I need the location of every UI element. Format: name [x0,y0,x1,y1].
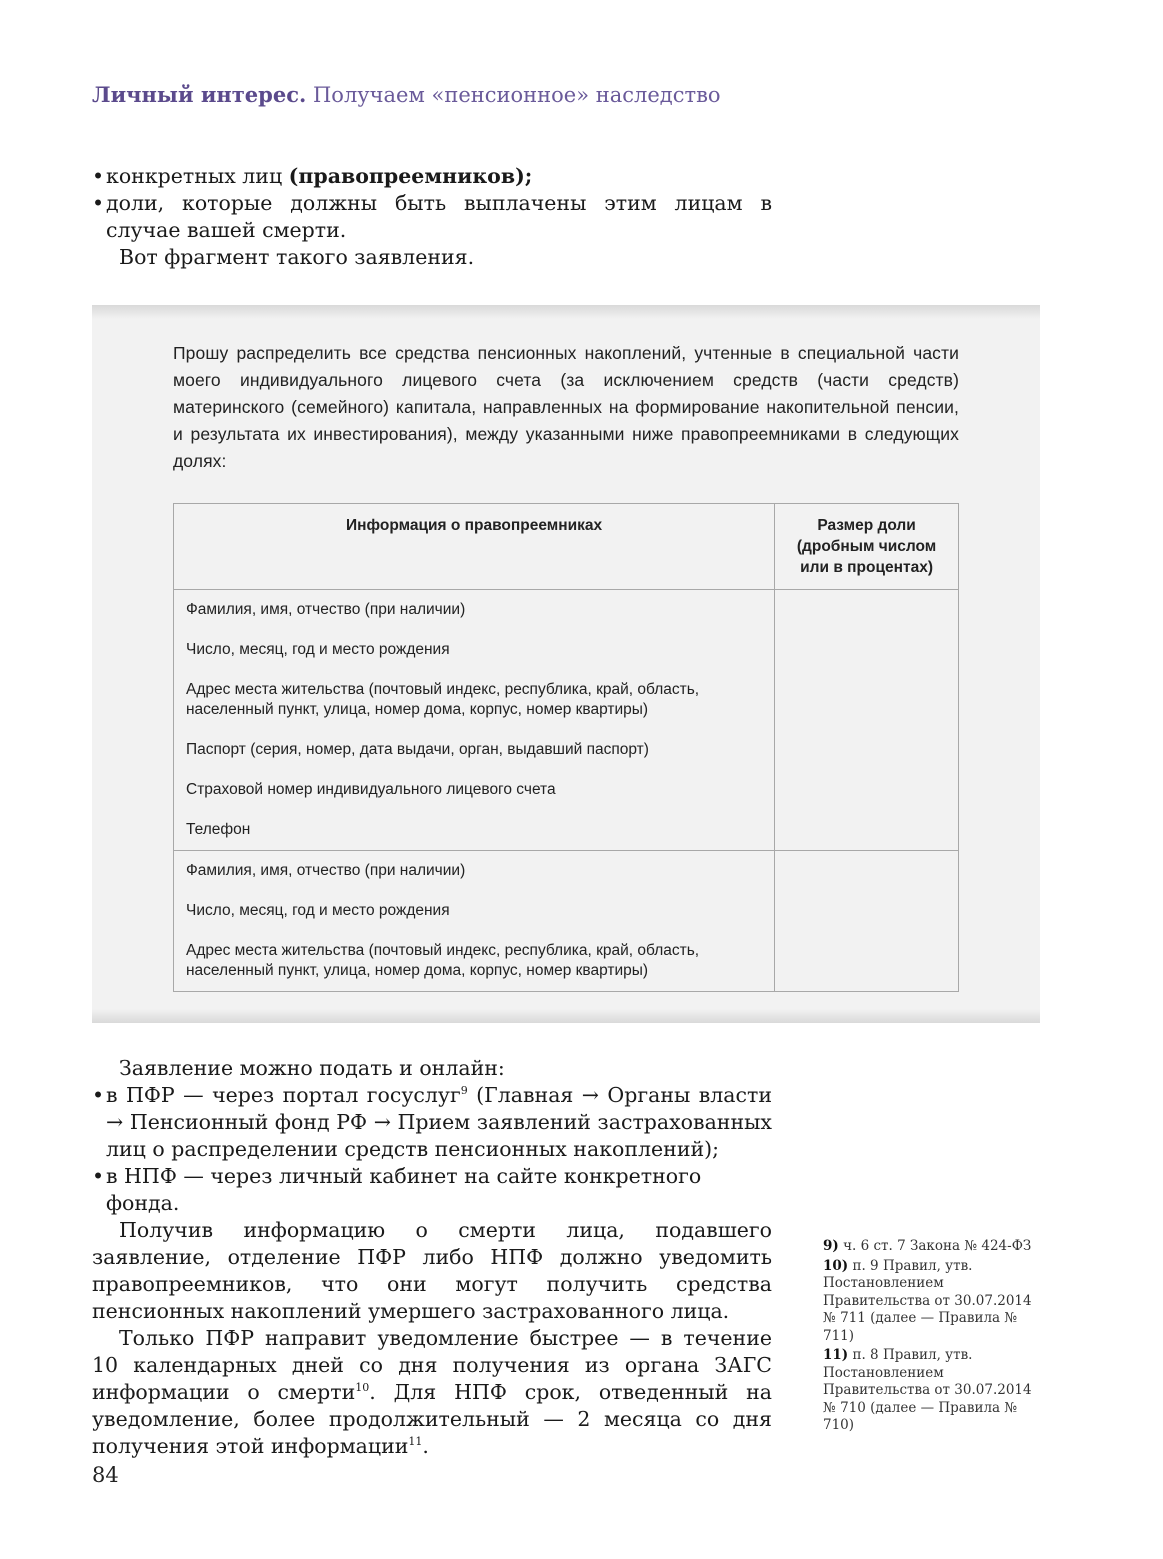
share-cell [775,590,959,851]
header-title: Личный интерес. [92,82,307,107]
table-row [174,851,959,992]
paragraph: Только ПФР направит уведомление быстрее — в течение 10 календарных дней со дня получения из органа ЗАГС информации о смерти$^{10}$. Для НПФ срок, отведенный на уведомление, более продолжительный — 2 месяца со дня получения этой информации$^{11}$. [92,1326,772,1458]
intro-text [92,163,772,271]
col-header-info: Информация о правопреемниках [174,504,775,590]
footnote-ref: 9 [460,1084,468,1098]
share-cell [775,851,959,992]
footnote: 11) п. 8 Правил, утв. Постановлением Правительства от 30.07.2014 № 710 (далее — Правила № 710) [823,1347,1032,1433]
field-label: Адрес места жительства (почтовый индекс, республика, край, область, населенный пункт, улица, номер дома, корпус, номер квартиры) [186,942,700,979]
field-label: Число, месяц, год и место рождения [186,902,450,919]
table-row [174,590,959,851]
table-header-row [174,504,959,590]
footnote-ref: 10 [355,1381,370,1395]
field-label: Фамилия, имя, отчество (при наличии) [186,862,466,879]
list-item: • в НПФ — через личный кабинет на сайте конкретного фонда. [92,1163,772,1217]
list-item: • в ПФР — через портал госуслуг$^9$ (Главная → Органы власти → Пенсионный фонд РФ → Прием заявлений застрахованных лиц о распределении средств пенсионных накоплений); [92,1082,772,1163]
paragraph: Получив информацию о смерти лица, подавшего заявление, отделение ПФР либо НПФ должно уведомить правопреемников, что они могут получить средства пенсионных накоплений умершего застрахованного лица. [92,1218,772,1323]
footnote: 9) ч. 6 ст. 7 Закона № 424-ФЗ [823,1238,1032,1254]
running-header [92,82,721,107]
field-label: Фамилия, имя, отчество (при наличии) [186,601,466,618]
successors-table [173,503,959,992]
col-header-share: Размер доли (дробным числом или в процентах) [775,504,959,590]
successor-info-cell [174,851,775,992]
field-label: Телефон [186,821,251,838]
application-form-excerpt [92,305,1040,1023]
list-item: • конкретных лиц (правопреемников); [92,163,772,190]
footnote-ref: 11 [408,1435,423,1449]
header-subtitle: Получаем «пенсионное» наследство [312,83,721,107]
successor-info-cell [174,590,775,851]
field-label: Паспорт (серия, номер, дата выдачи, орган, выдавший паспорт) [186,741,649,758]
footnotes [823,1238,1048,1437]
list-item: • доли, которые должны быть выплачены этим лицам в случае вашей смерти. [92,190,772,244]
page-number: 84 [92,1463,119,1487]
paragraph: Вот фрагмент такого заявления. [119,245,475,269]
main-text [92,1055,772,1460]
form-intro: Прошу распределить все средства пенсионных накоплений, учтенные в специальной части моего индивидуального лицевого счета (за исключением средств (части средств) материнского (семейного) капитала, направленных на формирование накопительной пенсии, и результата их инвестирования), между указанными ниже правопреемниками в следующих долях: [173,343,959,471]
field-label: Страховой номер индивидуального лицевого счета [186,781,556,798]
footnote: 10) п. 9 Правил, утв. Постановлением Правительства от 30.07.2014 № 711 (далее — Правила № 711) [823,1257,1032,1344]
paragraph: Заявление можно подать и онлайн: [119,1056,505,1080]
field-label: Число, месяц, год и место рождения [186,641,450,658]
field-label: Адрес места жительства (почтовый индекс, республика, край, область, населенный пункт, улица, номер дома, корпус, номер квартиры) [186,681,700,718]
